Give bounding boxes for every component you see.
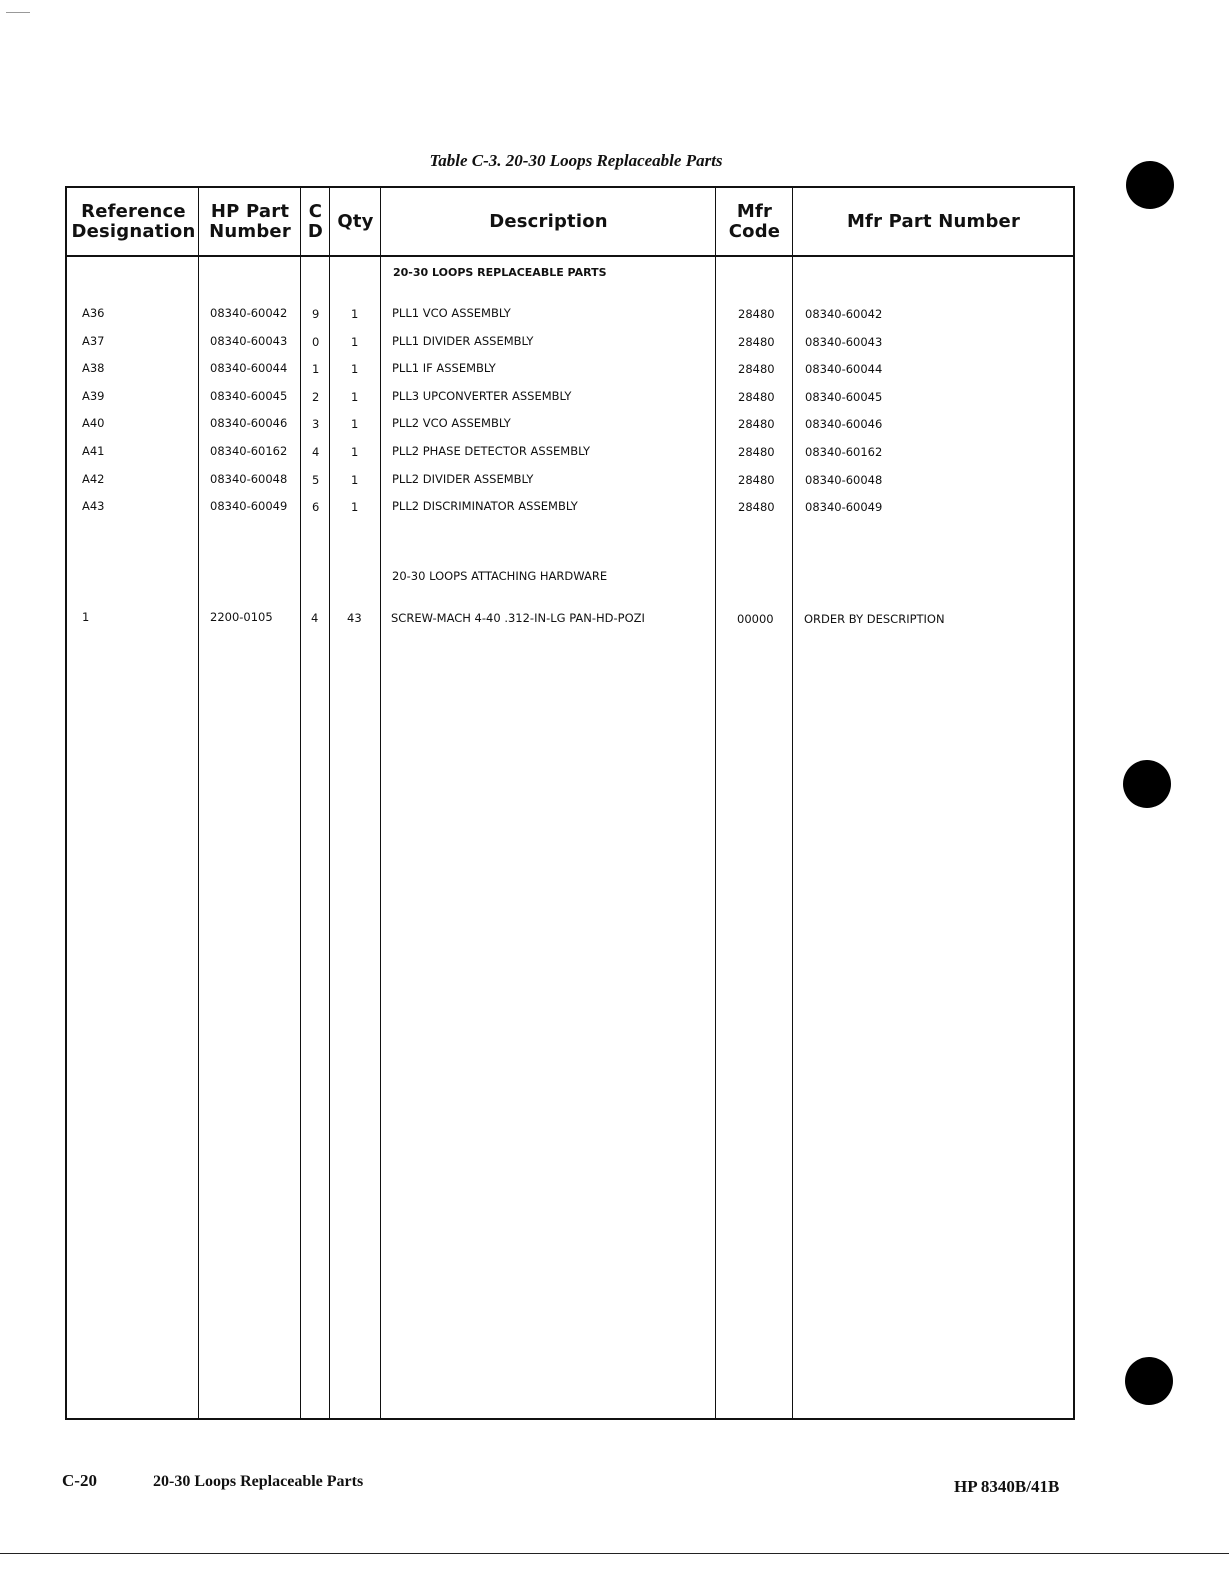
header-hp-part-number: HP Part Number [209,200,291,242]
column-divider [329,188,330,1418]
header-quantity: Qty [337,210,374,232]
cell-ref: A40 [82,416,105,431]
cell-ref: A41 [82,444,105,458]
cell-hp: 08340-60046 [210,416,288,431]
cell-mfrpn: 08340-60046 [805,417,883,432]
cell-cd: 1 [312,362,320,377]
cell-desc: PLL1 DIVIDER ASSEMBLY [392,333,534,348]
cell-cd: 6 [312,500,320,515]
cell-mfrpn: 08340-60048 [805,472,883,487]
footer-section-title: 20-30 Loops Replaceable Parts [153,1473,364,1490]
cell-cd: 9 [312,307,320,321]
hardware-reference: 1 [82,610,90,624]
footer-model: HP 8340B/41B [954,1477,1060,1496]
cell-cd: 4 [312,445,320,459]
header-divider [67,255,1073,257]
binder-hole [1126,161,1174,209]
hardware-quantity: 43 [347,611,362,625]
cell-ref: A38 [82,361,105,376]
cell-mfrpn: 08340-60049 [805,500,883,515]
cell-hp: 08340-60042 [210,306,288,320]
cell-hp: 08340-60049 [210,499,288,514]
table-title: Table C-3. 20-30 Loops Replaceable Parts [429,151,723,170]
cell-qty: 1 [351,307,359,321]
cell-hp: 08340-60044 [210,361,288,376]
section-heading-replaceable-parts: 20-30 LOOPS REPLACEABLE PARTS [393,266,607,279]
cell-cd: 3 [312,417,320,432]
cell-ref: A42 [82,471,105,486]
binder-hole [1123,760,1171,808]
page-edge-mark [6,12,30,13]
cell-qty: 1 [351,445,359,459]
cell-code: 28480 [738,472,775,487]
cell-qty: 1 [351,500,359,515]
cell-code: 28480 [738,307,775,321]
cell-ref: A36 [82,306,105,320]
header-reference-designation: Reference Designation [71,200,196,242]
cell-mfrpn: 08340-60043 [805,334,883,349]
hardware-check-digit: 4 [311,611,319,625]
cell-mfrpn: 08340-60042 [805,307,883,321]
column-divider [380,188,381,1418]
cell-code: 28480 [738,445,775,459]
cell-mfrpn: 08340-60044 [805,362,883,377]
section-heading-attaching-hardware: 20-30 LOOPS ATTACHING HARDWARE [392,569,608,583]
footer-page-number: C-20 [62,1471,97,1490]
column-divider [198,188,199,1418]
cell-qty: 1 [351,417,359,432]
column-divider [715,188,716,1418]
cell-desc: PLL2 PHASE DETECTOR ASSEMBLY [392,444,591,458]
cell-hp: 08340-60162 [210,444,288,458]
hardware-mfr-part-number: ORDER BY DESCRIPTION [804,612,945,626]
cell-hp: 08340-60043 [210,333,288,348]
bottom-rule [0,1553,1229,1554]
cell-desc: PLL1 IF ASSEMBLY [392,361,496,376]
cell-cd: 0 [312,334,320,349]
cell-qty: 1 [351,362,359,377]
cell-desc: PLL3 UPCONVERTER ASSEMBLY [392,388,572,403]
header-check-digit: C D [307,200,324,242]
header-description: Description [489,210,608,232]
cell-ref: A39 [82,388,105,403]
cell-mfrpn: 08340-60045 [805,389,883,404]
header-mfr-part-number: Mfr Part Number [846,210,1021,232]
cell-mfrpn: 08340-60162 [805,445,883,459]
cell-code: 28480 [738,389,775,404]
cell-hp: 08340-60048 [210,471,288,486]
cell-code: 28480 [738,362,775,377]
cell-desc: PLL2 DISCRIMINATOR ASSEMBLY [392,499,578,514]
cell-qty: 1 [351,334,359,349]
parts-table [65,186,1075,1420]
cell-ref: A37 [82,333,105,348]
column-divider [792,188,793,1418]
cell-qty: 1 [351,389,359,404]
cell-desc: PLL2 VCO ASSEMBLY [392,416,511,431]
binder-hole [1125,1357,1173,1405]
cell-hp: 08340-60045 [210,388,288,403]
hardware-mfr-code: 00000 [737,612,774,626]
cell-ref: A43 [82,499,105,514]
cell-code: 28480 [738,500,775,515]
hardware-hp-part-number: 2200-0105 [210,610,273,624]
cell-code: 28480 [738,417,775,432]
cell-code: 28480 [738,334,775,349]
column-divider [300,188,301,1418]
header-mfr-code: Mfr Code [728,200,781,242]
cell-cd: 2 [312,389,320,404]
hardware-description: SCREW-MACH 4-40 .312-IN-LG PAN-HD-POZI [391,611,645,625]
cell-desc: PLL1 VCO ASSEMBLY [392,306,511,320]
cell-desc: PLL2 DIVIDER ASSEMBLY [392,471,534,486]
cell-qty: 1 [351,472,359,487]
cell-cd: 5 [312,472,320,487]
